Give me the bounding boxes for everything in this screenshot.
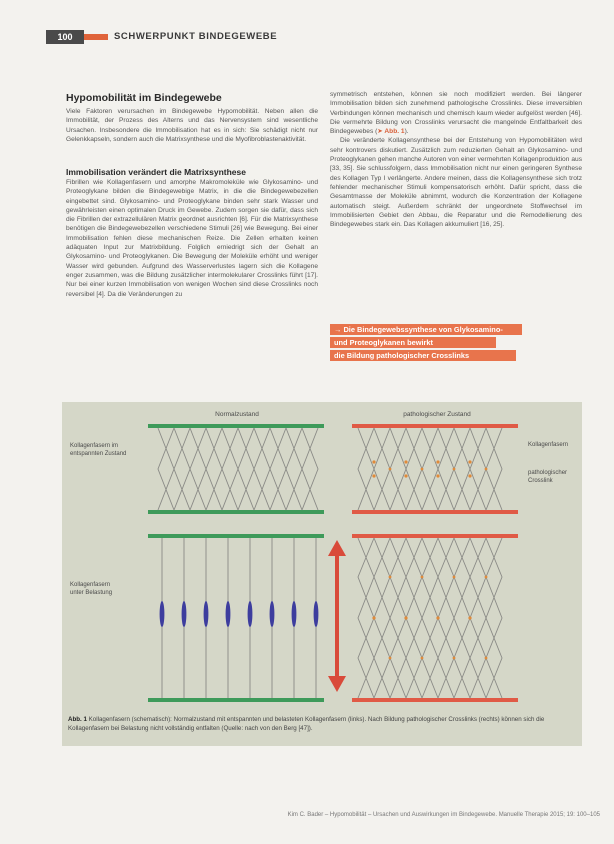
label-kollagen-right: Kollagenfasern — [528, 442, 569, 448]
article-title: Hypomobilität im Bindegewebe — [66, 92, 222, 104]
green-bar-bottom — [148, 510, 324, 514]
body-left-column — [66, 178, 318, 299]
body-right-text: symmetrisch entstehen, können sie noch modifiziert werden. Bei längerer Immobilisation bilden sich zunehmend pathologische Crosslinks. Diese irreversiblen Verbindungen können mechanisch und chemisch kaum wieder aufgelöst werden [46]. Die vermehrte Bildung von Crosslinks verursacht die mangelnde Entfaltbarkeit des Bindegewebes ( — [330, 91, 582, 136]
caption-label: Abb. 1 — [68, 716, 87, 723]
green-bar-top-loaded — [148, 534, 324, 538]
intro-text: Viele Faktoren verursachen im Bindegewebe Hypomobilität. Neben allen die Immobilität, der Prozess des Alterns und das Nervensystem sind wesentliche Ursachen. Insbesondere die Immobilisation hat es in sich: Sie schädigt nicht nur Gelenkkapseln, sondern auch die Matrixsynthese und die Myofibroblastenaktivität. — [66, 108, 318, 143]
figure-reference-link[interactable]: ➤ Abb. 1 — [377, 128, 405, 136]
label-normal: Normalzustand — [215, 411, 259, 418]
red-bar-bottom-loaded — [352, 698, 518, 702]
figure-diagram — [62, 402, 582, 746]
body-right-column — [330, 90, 582, 229]
callout-line-2: und Proteoglykanen bewirkt — [330, 337, 496, 348]
header-accent-bar — [84, 34, 108, 40]
stretch-arrow — [328, 540, 346, 692]
callout-line-3: die Bildung pathologischer Crosslinks — [330, 350, 516, 361]
collagen-lattice-loaded — [358, 538, 502, 698]
panel-normal-loaded — [148, 534, 324, 702]
panel-pathologic-loaded — [352, 534, 518, 702]
callout-line-1: → Die Bindegewebssynthese von Glykosamino- — [330, 324, 522, 335]
subheading: Immobilisation verändert die Matrixsynthese — [66, 167, 246, 177]
body-right-paragraph-1 — [330, 90, 582, 136]
body-left-text: Fibrillen wie Kollagenfasern und amorphe Makromoleküle wie Glykosamino- und Proteoglykane bilden die Bindegewebige Matrix, in die die Bindegewebezellen eingebettet sind. Glykosamino- und Proteoglykane binden sehr stark Wasser und gewährleisten einen optimalen Druck im Gewebe. Zudem sorgen sie dafür, dass sich die Fibrillen der extrazellulären Matrix geordnet ausrichten [6]. Für die Matrixsynthese benötigen die Bindegewebezellen verschiedene Stimuli [26] wie Bewegung. Bei einer Immobilisation fehlen diese mechanischen Reize. Die Zellen erhalten keinen adäquaten Input zur Matrixbildung. Folglich erniedrigt sich der Gehalt an Glykosamino- und Proteoglykanen. Die Bewegung der Moleküle erhöht und weniger Wasser wird gebunden. Aufgrund des Wasserverlustes lagern sich die Kollagene enger zusammen, was die Bildung zusätzlicher intermolekularer Crosslinks führt [17]. Nur bei einer kurzen Immobilisation von wenigen Wochen sind diese Crosslinks noch reversibel [4]. Da die Veränderungen zu — [66, 179, 318, 298]
body-right-after: ). — [404, 128, 409, 136]
label-kollagen-left: Kollagenfasern im entspannten Zustand — [70, 443, 127, 457]
panel-normal-relaxed — [148, 424, 324, 514]
page-footer: Kim C. Bader – Hypomobilität – Ursachen und Auswirkungen im Bindegewebe. Manuelle Therapie 2015; 19: 100–105 — [287, 812, 600, 818]
callout-box — [330, 324, 522, 363]
green-bar-bottom-loaded — [148, 698, 324, 702]
label-crosslink: pathologischer Crosslink — [528, 470, 568, 484]
label-bottom-left: Kollagenfasern unter Belastung — [70, 582, 113, 596]
section-title: SCHWERPUNKT BINDEGEWEBE — [114, 31, 278, 42]
body-right-paragraph-2: Die veränderte Kollagensynthese bei der Entstehung von Hypomobilitäten wird sehr kontrovers diskutiert. Zusätzlich zum reduzierten Gehalt an Glykosamino- und Proteoglykanen gehen manche Autoren von einer vermehrten Kollagenproduktion aus [33, 35]. Sie schlussfolgern, dass Immobilisation nicht nur einen geringeren Synthese des Kollagen Typ I verlängerte. Andere meinen, dass die Kollagensynthese sich trotz fehlender mechanischer Stimuli kompensatorisch erhöht. Dafür spricht, dass die Gesamtmasse der Moleküle abnimmt, wodurch die Konzentration der Kollagene automatisch steigt. Außerdem schränkt der ungeordnete Stoffwechsel im Immobilisierten Gebiet den Abbau, die Reparatur und die Remodellierung des Bindegewebes stark ein. Das Kollagen akkumuliert [16, 25]. — [330, 137, 582, 229]
intro-paragraph — [66, 107, 318, 144]
figure-caption — [62, 712, 582, 737]
label-pathologic: pathologischer Zustand — [403, 411, 471, 418]
panel-pathologic-relaxed — [352, 424, 518, 514]
blue-nodes — [160, 601, 319, 627]
collagen-lattice-pathologic — [358, 428, 502, 510]
red-bar-bottom — [352, 510, 518, 514]
green-bar-top — [148, 424, 324, 428]
red-bar-top — [352, 424, 518, 428]
red-bar-top-loaded — [352, 534, 518, 538]
caption-text: Kollagenfasern (schematisch): Normalzustand mit entspannten und belasteten Kollagenfasern (links). Nach Bildung pathologischer Crosslinks (rechts) können sich die Kollagenfasern bei Belastung nicht vollständig entfalten (Quelle: nach von den Berg [47]). — [68, 716, 545, 732]
page-number: 100 — [46, 30, 84, 44]
figure-collagen — [62, 402, 582, 746]
collagen-lattice-normal — [158, 428, 318, 510]
